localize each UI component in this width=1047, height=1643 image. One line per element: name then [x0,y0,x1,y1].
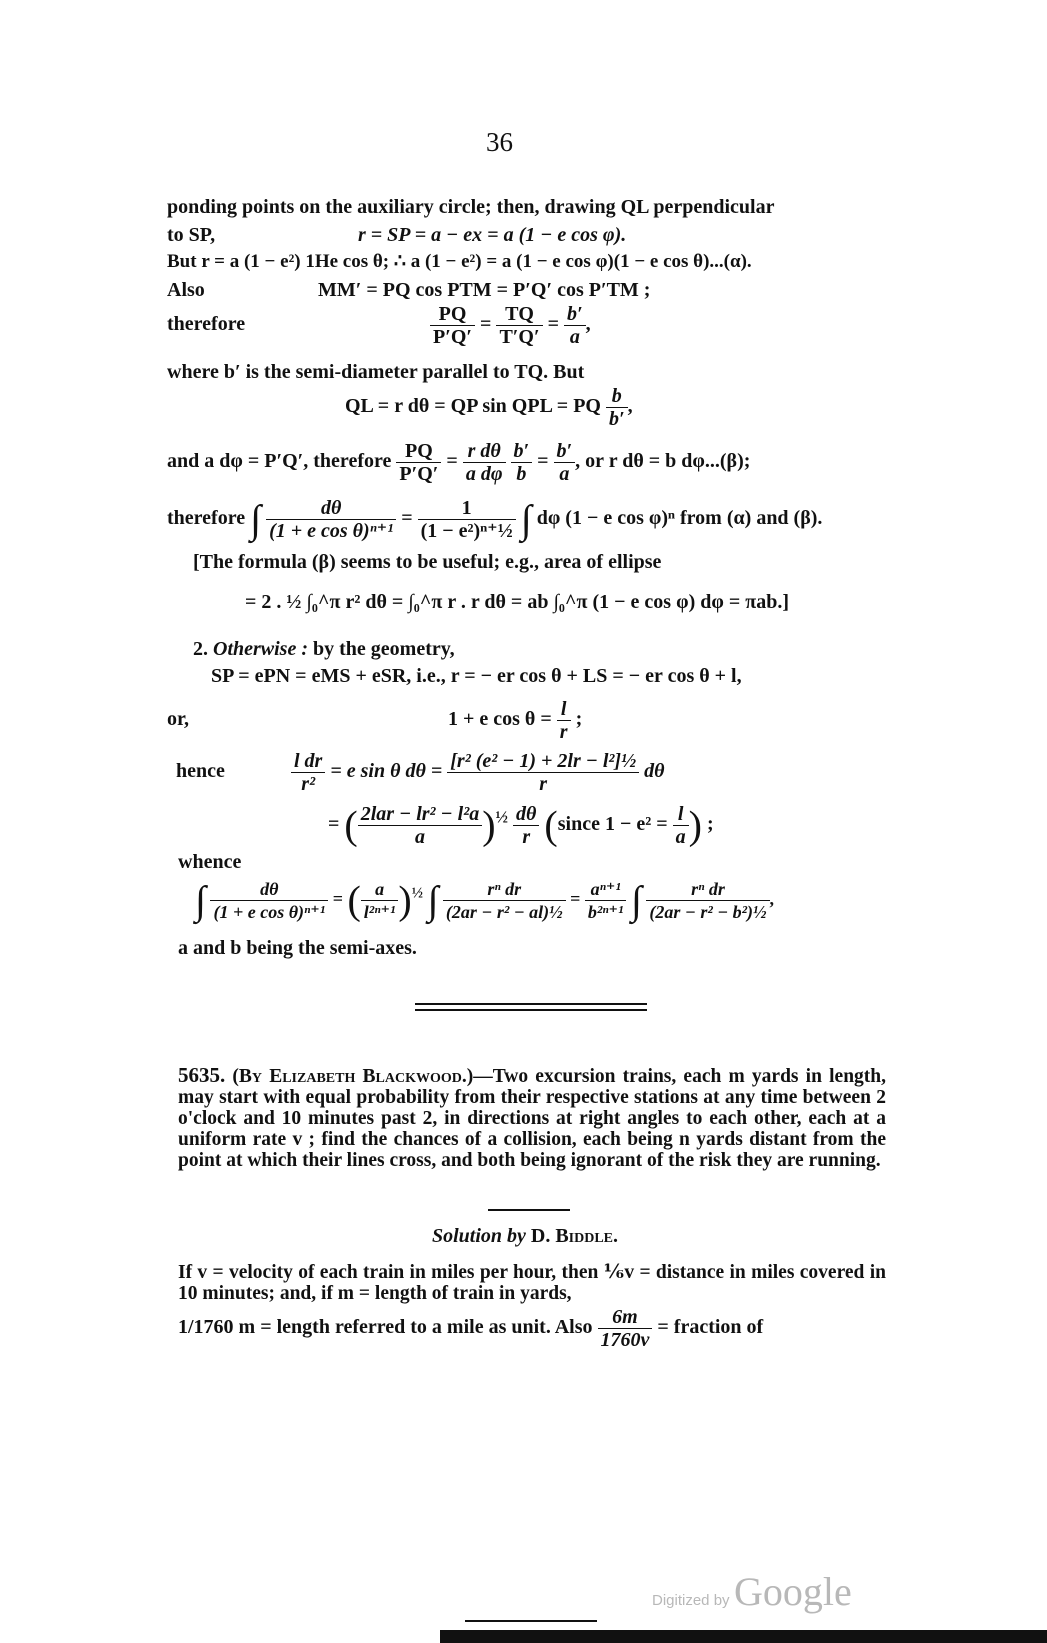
bottom-bar [440,1630,1047,1643]
fraction: $\frac{\text{r dθ}}{\text{a dφ}}$ [463,440,506,485]
text-line-17: whence [178,851,242,873]
double-rule-bottom [415,1009,647,1011]
text-line-12: 2. Otherwise : by the geometry, [193,638,455,660]
fraction: $\frac{a}{\text{l²ⁿ⁺¹}}$ [361,878,399,923]
text-line-2a: to SP, [167,224,216,246]
fraction: $\frac{d\theta}{\text{(1 + e cos θ)ⁿ⁺¹}}$ [266,497,396,542]
text-line-19: a and b being the semi-axes. [178,937,417,959]
problem-paragraph [178,1065,886,1171]
equation-8: and a dφ = P′Q′, therefore $\frac{PQ}{P'Q'}$ = $\frac{\text{r dθ}}{\text{a dφ}}$ $\frac{b'}{b}$ = $\frac{b'}{a}$ , or r dθ = b dφ...(β); [167,440,751,485]
fraction: $\frac{\text{2lar − lr² − l²a}}{a}$ [358,803,482,848]
equation-16: = ( $\frac{\text{2lar − lr² − l²a}}{a}$ )$^{\frac{1}{2}}$ $\frac{d\theta}{r}$ (since 1 − e² = $\frac{l}{a}$ ) ; [328,802,714,848]
watermark [652,1568,852,1615]
text-line-4a: Also [167,279,205,301]
page-number: 36 [486,127,513,157]
short-rule [488,1209,570,1211]
fraction: $\frac{d\theta}{r}$ [513,803,539,848]
text-line-6: where b′ is the semi-diameter parallel to TQ. But [167,361,585,383]
equation-7: QL = r dθ = QP sin QPL = PQ $\frac{b}{b'}$ , [345,385,633,430]
fraction: $\frac{TQ}{T'Q'}$ [496,303,542,348]
text-line-10: [The formula (β) seems to be useful; e.g., area of ellipse [193,551,662,573]
google-logo: Google [734,1569,852,1614]
fraction: $\frac{1}{\text{(1 − e²)ⁿ⁺½}}$ [418,497,516,542]
equation-9: therefore ∫ $\frac{d\theta}{\text{(1 + e cos θ)ⁿ⁺¹}}$ = $\frac{1}{\text{(1 − e²)ⁿ⁺½}}$ ∫ dφ (1 − e cos φ)ⁿ from (α) and (β). [167,496,823,542]
problem-number: 5635. [178,1063,226,1087]
equation-5: therefore $\frac{PQ}{P'Q'}$ = $\frac{TQ}{T'Q'}$ = $\frac{b'}{a}$ , [167,303,591,348]
equation-13: SP = ePN = eMS + eSR, i.e., r = − er cos θ + LS = − er cos θ + l, [211,665,742,687]
equation-18: ∫ $\frac{d\theta}{\text{(1 + e cos θ)ⁿ⁺¹}}$ = ( $\frac{a}{\text{l²ⁿ⁺¹}}$ )$^{\frac{1}{2}}$ ∫ $\frac{\text{rⁿ dr}}{\text{(2ar − r² − al)½}}$ = $\frac{\text{aⁿ⁺¹}}{\text{b²ⁿ⁺¹}}$ ∫ $\frac{\text{rⁿ dr}}{\text{(2ar − r² − b²)½}}$ , [195,877,775,923]
solution-heading: Solution by D. Biddle. [431,1225,619,1247]
problem-text: —Two excursion trains, each m yards in length, may start with equal probability from their respective stations at any time between 2 o'clock and 10 minutes past 2, in directions at right angles to each other, each at a uniform rate v ; find the chances of a collision, each being n yards distant from the point at which their lines cross, and both being ignorant of the risk they are running. [178,1066,886,1171]
fraction: $\frac{d\theta}{\text{(1 + e cos θ)ⁿ⁺¹}}$ [210,878,328,923]
text-line-1: ponding points on the auxiliary circle; then, drawing QL perpendicular [167,196,775,218]
double-rule-top [415,1003,647,1005]
fraction: $\frac{b'}{a}$ [564,303,586,348]
fraction: $\frac{PQ}{P'Q'}$ [430,303,475,348]
fraction: $\frac{\text{[r² (e² − 1) + 2lr − l²]½}}{r}$ [447,750,639,795]
equation-14: or, 1 + e cos θ = $\frac{l}{r}$ ; [167,698,583,743]
equation-15: hence $\frac{\text{l dr}}{\text{r²}}$ = e sin θ dθ = $\frac{\text{[r² (e² − 1) + 2lr − l²]½}}{r}$ dθ [176,750,665,795]
fraction: $\frac{\text{aⁿ⁺¹}}{\text{b²ⁿ⁺¹}}$ [585,878,627,923]
fraction: $\frac{l}{a}$ [673,803,689,848]
fraction: $\frac{6m}{1760v}$ [598,1306,653,1351]
fraction: $\frac{b'}{b}$ [511,440,533,485]
digitized-label: Digitized by [652,1592,730,1609]
therefore-label: therefore [167,313,246,336]
problem-author: (By Elizabeth Blackwood.) [232,1066,474,1087]
fraction: $\frac{\text{l dr}}{\text{r²}}$ [291,750,325,795]
fraction: $\frac{\text{rⁿ dr}}{\text{(2ar − r² − al)½}}$ [443,878,566,923]
fraction: $\frac{PQ}{P'Q'}$ [396,440,441,485]
solution-last-line: 1/1760 m = length referred to a mile as unit. Also $\frac{6m}{1760v}$ = fraction of [178,1306,764,1351]
integral-sign: ∫ [250,496,262,542]
integral-sign: ∫ [520,496,532,542]
fraction: $\frac{l}{r}$ [557,698,571,743]
text-line-4b: MM′ = PQ cos PTM = P′Q′ cos P′TM ; [318,279,651,301]
fraction: $\frac{\text{rⁿ dr}}{\text{(2ar − r² − b²)½}}$ [646,878,769,923]
equation-11: = 2 . ½ ∫₀^π r² dθ = ∫₀^π r . r dθ = ab ∫₀^π (1 − e cos φ) dφ = πab.] [245,591,789,613]
fraction: $\frac{b'}{a}$ [554,440,576,485]
fraction: $\frac{b}{b'}$ [606,385,628,430]
bottom-thin-line [465,1620,597,1622]
text-line-2b: r = SP = a − ex = a (1 − e cos φ). [358,224,627,246]
text-line-3: But r = a (1 − e²) 1He cos θ; ∴ a (1 − e²) = a (1 − e cos φ)(1 − e cos θ)...(α). [167,251,752,272]
solution-paragraph: If v = velocity of each train in miles per hour, then ⅙v = distance in miles covered in 10 minutes; and, if m = length of train in yards, [178,1262,886,1304]
